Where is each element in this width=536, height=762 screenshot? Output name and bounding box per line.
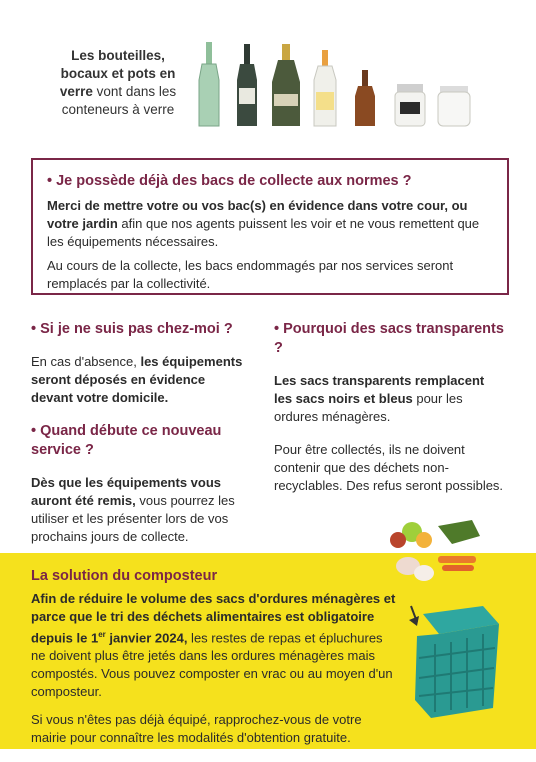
right-column <box>274 320 504 510</box>
wine-bottle-dark <box>237 44 257 126</box>
compost-paragraph-2: Si vous n'êtes pas déjà équipé, rapprochez-vous de votre mairie pour connaître les modalités d'obtention gratuite. <box>31 712 362 746</box>
glass-line3-bold: verre <box>59 84 93 99</box>
glass-line2: bocaux et pots en <box>60 66 176 81</box>
glass-bottles-image <box>192 40 482 132</box>
existing-bins-box <box>31 158 509 295</box>
absent-heading: • Si je ne suis pas chez-moi ? <box>31 321 233 337</box>
existing-bins-bold: Merci de mettre votre ou vos bac(s) en évidence dans votre cour, ou votre jardin <box>47 198 468 231</box>
existing-bins-paragraph-1 <box>47 197 493 251</box>
compost-text-block <box>31 567 396 757</box>
glass-line1: Les bouteilles, <box>71 48 165 63</box>
compost-bold-b: janvier 2024, <box>105 630 188 646</box>
compost-sup: er <box>98 630 106 639</box>
bags-rest: pour les ordures ménagères. <box>274 391 463 424</box>
beer-bottle <box>355 70 375 126</box>
glass-line4: conteneurs à verre <box>61 102 175 117</box>
compost-heading: La solution du composteur <box>31 568 218 584</box>
absent-paragraph <box>31 353 249 407</box>
jar-small <box>395 84 425 126</box>
bags-paragraph-1 <box>274 372 504 426</box>
glass-caption <box>58 47 178 119</box>
jar-large <box>438 86 470 126</box>
left-column <box>31 320 249 561</box>
absent-start: En cas d'absence, <box>31 354 141 369</box>
composter-bin-image <box>395 600 505 720</box>
compost-rest: les restes de repas et épluchures ne doivent plus être jetés dans les ordures ménagères mais compostés. Vous pouvez composter en vrac ou au moyen d'un composteur. <box>31 630 393 700</box>
compost-bold-a: Afin de réduire le volume des sacs d'ordures ménagères et parce que le tri des déchets alimentaires est obligatoire depuis le 1 <box>31 591 396 646</box>
bags-bold: Les sacs transparents remplacent les sacs noirs et bleus <box>274 373 485 406</box>
start-heading: • Quand débute ce nouveau service ? <box>31 423 222 458</box>
compost-paragraph-1 <box>31 590 396 701</box>
existing-bins-rest: afin que nos agents puissent les voir et ne vous remettent que les équipements nécessaires. <box>47 216 480 249</box>
start-bold: Dès que les équipements vous auront été remis, <box>31 475 222 508</box>
existing-bins-heading: • Je possède déjà des bacs de collecte aux normes ? <box>47 173 412 189</box>
clear-bottle <box>314 50 336 126</box>
start-rest: vous pourrez les utiliser et les présenter lors de vos prochains jours de collecte. <box>31 493 235 544</box>
bags-paragraph-2: Pour être collectés, ils ne doivent contenir que des déchets non-recyclables. Des refus seront possibles. <box>274 442 504 493</box>
food-scraps-image <box>368 518 488 588</box>
existing-bins-paragraph-2: Au cours de la collecte, les bacs endommagés par nos services seront remplacés par la collectivité. <box>47 258 454 291</box>
glass-line3-rest: vont dans les <box>92 84 177 99</box>
champagne-bottle <box>272 44 300 126</box>
start-paragraph <box>31 474 249 546</box>
absent-bold: les équipements seront déposés en évidence devant votre domicile. <box>31 354 243 405</box>
wine-bottle-green <box>199 42 219 126</box>
bags-heading: • Pourquoi des sacs transparents ? <box>274 321 504 356</box>
